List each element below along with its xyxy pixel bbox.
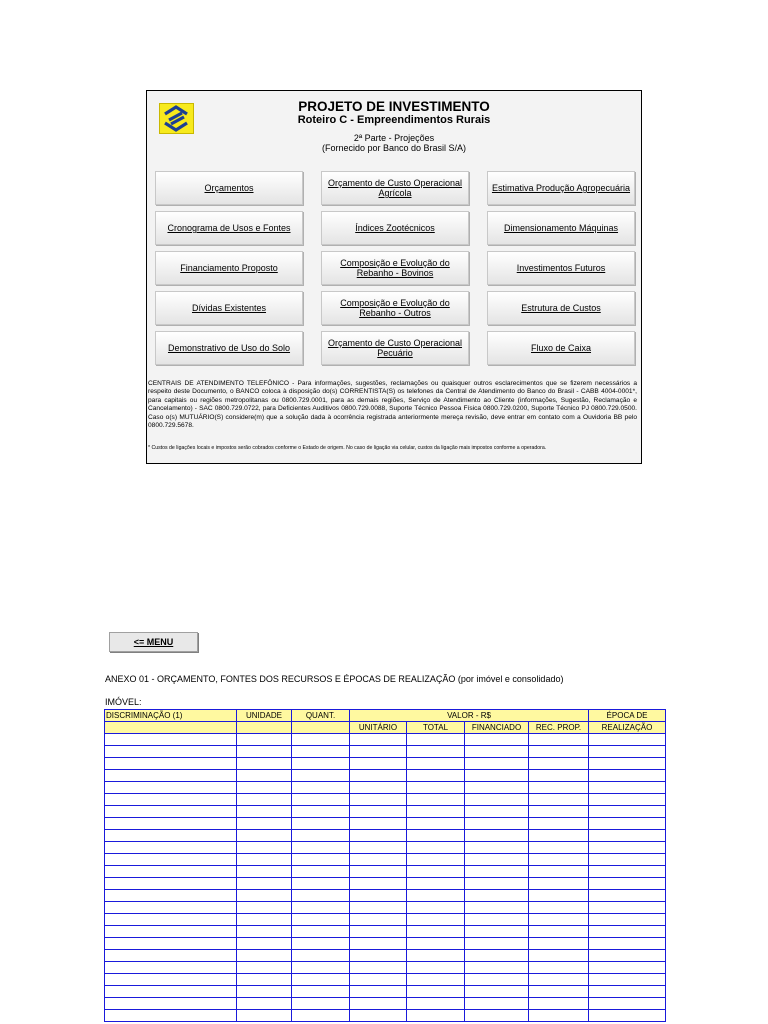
table-cell[interactable] [350,830,407,842]
table-cell[interactable] [407,854,465,866]
table-row [105,782,666,794]
table-cell[interactable] [589,950,666,962]
table-cell[interactable] [589,794,666,806]
table-cell[interactable] [237,866,292,878]
table-cell[interactable] [237,770,292,782]
table-cell[interactable] [589,998,666,1010]
table-cell[interactable] [589,758,666,770]
table-cell[interactable] [105,806,237,818]
orcamentos-button[interactable]: Orçamentos [155,171,303,205]
table-cell[interactable] [350,926,407,938]
table-cell[interactable] [465,770,529,782]
table-cell[interactable] [350,734,407,746]
table-cell[interactable] [237,962,292,974]
provider-label: (Fornecido por Banco do Brasil S/A) [321,143,467,153]
table-cell[interactable] [237,974,292,986]
table-cell[interactable] [589,878,666,890]
investimentos-futuros-button[interactable]: Investimentos Futuros [487,251,635,285]
table-cell[interactable] [237,818,292,830]
subcol-realizacao: REALIZAÇÃO [589,722,666,734]
orcamento-custo-pecuario-button[interactable]: Orçamento de Custo Operacional Pecuário [321,331,469,365]
table-cell[interactable] [407,890,465,902]
table-subheader-row [105,722,666,734]
table-row [105,866,666,878]
table-cell[interactable] [350,890,407,902]
table-cell[interactable] [589,830,666,842]
table-cell[interactable] [237,950,292,962]
table-cell[interactable] [529,950,589,962]
table-row [105,998,666,1010]
table-cell[interactable] [105,998,237,1010]
table-cell[interactable] [529,1010,589,1022]
part-label: 2ª Parte - Projeções [353,133,435,143]
table-cell[interactable] [589,842,666,854]
table-cell[interactable] [529,926,589,938]
imovel-label: IMÓVEL: [105,697,142,707]
table-cell[interactable] [292,806,350,818]
table-row [105,794,666,806]
table-row [105,974,666,986]
table-cell[interactable] [105,878,237,890]
table-cell[interactable] [237,842,292,854]
table-cell[interactable] [237,890,292,902]
estrutura-custos-button[interactable]: Estrutura de Custos [487,291,635,325]
col-epoca: ÉPOCA DE [589,710,666,722]
financiamento-proposto-button[interactable]: Financiamento Proposto [155,251,303,285]
table-cell[interactable] [589,770,666,782]
table-cell[interactable] [292,758,350,770]
table-cell[interactable] [237,998,292,1010]
table-cell[interactable] [292,818,350,830]
subcol-blank [292,722,350,734]
table-cell[interactable] [105,854,237,866]
table-cell[interactable] [350,782,407,794]
table-cell[interactable] [465,974,529,986]
table-cell[interactable] [292,890,350,902]
call-cost-note: * Custos de ligações locais e impostos serão cobrados conforme o Estado de origem. No caso de ligação via celular, custos da ligação mais impostos conforme a operadora. [148,445,547,451]
table-cell[interactable] [589,734,666,746]
table-cell[interactable] [589,938,666,950]
table-cell[interactable] [407,818,465,830]
table-cell[interactable] [350,818,407,830]
table-cell[interactable] [237,926,292,938]
table-cell[interactable] [292,866,350,878]
table-cell[interactable] [237,782,292,794]
table-cell[interactable] [529,878,589,890]
table-cell[interactable] [407,962,465,974]
table-cell[interactable] [292,986,350,998]
table-cell[interactable] [350,998,407,1010]
table-cell[interactable] [292,782,350,794]
table-cell[interactable] [529,734,589,746]
table-cell[interactable] [589,914,666,926]
table-cell[interactable] [237,914,292,926]
table-cell[interactable] [529,974,589,986]
col-valor: VALOR - R$ [350,710,589,722]
table-cell[interactable] [105,758,237,770]
table-cell[interactable] [529,842,589,854]
table-cell[interactable] [589,818,666,830]
table-cell[interactable] [529,818,589,830]
table-cell[interactable] [350,974,407,986]
table-cell[interactable] [465,998,529,1010]
col-unidade: UNIDADE [237,710,292,722]
table-cell[interactable] [589,926,666,938]
table-cell[interactable] [465,938,529,950]
table-cell[interactable] [292,842,350,854]
table-cell[interactable] [105,818,237,830]
estimativa-producao-button[interactable]: Estimativa Produção Agropecuária [487,171,635,205]
table-row [105,926,666,938]
table-cell[interactable] [350,878,407,890]
table-cell[interactable] [237,938,292,950]
table-cell[interactable] [589,1010,666,1022]
table-cell[interactable] [350,794,407,806]
table-cell[interactable] [292,962,350,974]
table-cell[interactable] [237,794,292,806]
table-cell[interactable] [237,806,292,818]
table-row [105,842,666,854]
table-cell[interactable] [407,878,465,890]
table-cell[interactable] [529,866,589,878]
table-header-row [105,710,666,722]
table-cell[interactable] [105,902,237,914]
table-cell[interactable] [529,938,589,950]
dimensionamento-maquinas-button[interactable]: Dimensionamento Máquinas [487,211,635,245]
table-row [105,962,666,974]
table-row [105,902,666,914]
table-cell[interactable] [292,854,350,866]
table-row [105,938,666,950]
table-cell[interactable] [465,962,529,974]
table-cell[interactable] [465,866,529,878]
main-menu-panel [146,90,642,464]
table-cell[interactable] [105,938,237,950]
table-cell[interactable] [292,902,350,914]
table-cell[interactable] [589,962,666,974]
table-row [105,758,666,770]
table-cell[interactable] [529,794,589,806]
indices-zootecnicos-button[interactable]: Índices Zootécnicos [321,211,469,245]
table-cell[interactable] [350,950,407,962]
table-cell[interactable] [237,758,292,770]
table-cell[interactable] [105,842,237,854]
table-row [105,854,666,866]
table-cell[interactable] [465,914,529,926]
table-cell[interactable] [465,818,529,830]
table-cell[interactable] [407,926,465,938]
table-cell[interactable] [589,854,666,866]
table-cell[interactable] [292,770,350,782]
table-cell[interactable] [292,746,350,758]
subcol-rec-prop: REC. PROP. [529,722,589,734]
table-cell[interactable] [465,794,529,806]
table-cell[interactable] [407,770,465,782]
table-cell[interactable] [105,746,237,758]
table-row [105,806,666,818]
subcol-financiado: FINANCIADO [465,722,529,734]
table-cell[interactable] [407,902,465,914]
table-cell[interactable] [529,782,589,794]
table-cell[interactable] [465,734,529,746]
table-cell[interactable] [407,986,465,998]
table-row [105,878,666,890]
table-cell[interactable] [407,734,465,746]
table-cell[interactable] [292,1010,350,1022]
subcol-blank [105,722,237,734]
table-cell[interactable] [292,938,350,950]
table-cell[interactable] [465,758,529,770]
table-cell[interactable] [407,914,465,926]
table-cell[interactable] [407,1010,465,1022]
table-cell[interactable] [589,782,666,794]
uso-solo-button[interactable]: Demonstrativo de Uso do Solo [155,331,303,365]
table-cell[interactable] [465,830,529,842]
subcol-unitario: UNITÁRIO [350,722,407,734]
table-cell[interactable] [465,902,529,914]
table-cell[interactable] [465,806,529,818]
table-cell[interactable] [292,830,350,842]
table-cell[interactable] [237,734,292,746]
table-cell[interactable] [237,746,292,758]
subcol-total: TOTAL [407,722,465,734]
table-cell[interactable] [589,974,666,986]
annex-title: ANEXO 01 - ORÇAMENTO, FONTES DOS RECURSOS E ÉPOCAS DE REALIZAÇÃO (por imóvel e consolidado) [105,674,564,684]
table-cell[interactable] [407,974,465,986]
table-row [105,818,666,830]
table-cell[interactable] [407,938,465,950]
table-cell[interactable] [529,830,589,842]
table-cell[interactable] [292,878,350,890]
table-cell[interactable] [465,878,529,890]
table-cell[interactable] [105,866,237,878]
table-cell[interactable] [292,998,350,1010]
page-title: PROJETO DE INVESTIMENTO [298,99,490,114]
table-cell[interactable] [407,842,465,854]
orcamento-custo-agricola-button[interactable]: Orçamento de Custo Operacional Agrícola [321,171,469,205]
table-cell[interactable] [237,902,292,914]
table-cell[interactable] [105,782,237,794]
table-cell[interactable] [350,962,407,974]
table-row [105,770,666,782]
table-row [105,950,666,962]
panel-header [147,99,641,153]
table-cell[interactable] [237,1010,292,1022]
table-cell[interactable] [292,914,350,926]
table-row [105,986,666,998]
table-cell[interactable] [350,746,407,758]
table-cell[interactable] [105,830,237,842]
table-cell[interactable] [465,986,529,998]
table-cell[interactable] [529,986,589,998]
table-cell[interactable] [465,890,529,902]
table-cell[interactable] [465,1010,529,1022]
table-cell[interactable] [589,890,666,902]
table-cell[interactable] [237,854,292,866]
budget-table [104,709,666,1022]
table-cell[interactable] [407,998,465,1010]
table-cell[interactable] [292,974,350,986]
table-cell[interactable] [105,770,237,782]
table-cell[interactable] [350,806,407,818]
table-cell[interactable] [105,890,237,902]
table-cell[interactable] [589,806,666,818]
table-row [105,734,666,746]
table-cell[interactable] [529,758,589,770]
table-cell[interactable] [350,770,407,782]
table-cell[interactable] [350,758,407,770]
table-row [105,746,666,758]
table-cell[interactable] [529,806,589,818]
table-cell[interactable] [292,950,350,962]
table-cell[interactable] [407,806,465,818]
table-cell[interactable] [292,734,350,746]
table-cell[interactable] [105,962,237,974]
table-cell[interactable] [350,914,407,926]
table-cell[interactable] [529,962,589,974]
table-body [105,734,666,1022]
table-cell[interactable] [105,986,237,998]
page-subtitle: Roteiro C - Empreendimentos Rurais [297,114,491,126]
table-cell[interactable] [105,794,237,806]
table-cell[interactable] [350,938,407,950]
rebanho-bovinos-button[interactable]: Composição e Evolução do Rebanho - Bovinos [321,251,469,285]
table-cell[interactable] [350,1010,407,1022]
table-cell[interactable] [529,854,589,866]
table-cell[interactable] [407,830,465,842]
table-cell[interactable] [237,878,292,890]
table-cell[interactable] [105,914,237,926]
subcol-blank [237,722,292,734]
table-cell[interactable] [105,734,237,746]
table-cell[interactable] [529,914,589,926]
table-cell[interactable] [237,830,292,842]
cronograma-button[interactable]: Cronograma de Usos e Fontes [155,211,303,245]
table-cell[interactable] [407,758,465,770]
col-discriminacao: DISCRIMINAÇÃO (1) [105,710,237,722]
table-cell[interactable] [105,974,237,986]
col-quant: QUANT. [292,710,350,722]
rebanho-outros-button[interactable]: Composição e Evolução do Rebanho - Outros [321,291,469,325]
table-cell[interactable] [465,926,529,938]
table-cell[interactable] [407,746,465,758]
table-row [105,914,666,926]
table-cell[interactable] [292,794,350,806]
call-center-info: CENTRAIS DE ATENDIMENTO TELEFÔNICO - Para informações, sugestões, reclamações ou quaisquer outros esclarecimentos que se fizerem necessários a respeito deste Documento, o BANCO coloca à disposição do(s) CORRENTISTA(S) os telefones da Central de Atendimento do Banco do Brasil - CABB 4004-0001*, para capitais ou regiões metropolitanas ou 0800.729.0001, para as demais regiões, Serviço de Atendimento ao Cliente (informações, Sugestão, Reclamação e Cancelamento) - SAC 0800.729.0722, para Deficientes Auditivos 0800.729.0088, Suporte Técnico Pessoa Física 0800.729.0200, Suporte Técnico PJ 0800.729.0500. Caso o(s) MUTUÁRIO(S) considere(m) que a solução dada à ocorrência registrada anteriormente mereça revisão, deve entrar em contato com a Ouvidoria BB pelo 0800.729.5678. [148,380,637,430]
table-cell[interactable] [237,986,292,998]
table-cell[interactable] [350,902,407,914]
table-cell[interactable] [589,902,666,914]
table-cell[interactable] [350,986,407,998]
table-cell[interactable] [465,854,529,866]
table-cell[interactable] [105,950,237,962]
table-cell[interactable] [407,950,465,962]
table-cell[interactable] [529,998,589,1010]
fluxo-caixa-button[interactable]: Fluxo de Caixa [487,331,635,365]
table-cell[interactable] [105,926,237,938]
table-cell[interactable] [529,890,589,902]
table-cell[interactable] [350,842,407,854]
table-cell[interactable] [589,746,666,758]
dividas-existentes-button[interactable]: Dívidas Existentes [155,291,303,325]
table-cell[interactable] [105,1010,237,1022]
table-cell[interactable] [529,770,589,782]
table-cell[interactable] [292,926,350,938]
table-cell[interactable] [407,782,465,794]
table-row [105,830,666,842]
table-cell[interactable] [465,842,529,854]
table-cell[interactable] [350,866,407,878]
table-row [105,890,666,902]
table-cell[interactable] [465,950,529,962]
menu-button[interactable]: <= MENU [109,632,198,652]
table-cell[interactable] [407,794,465,806]
table-cell[interactable] [529,746,589,758]
table-cell[interactable] [407,866,465,878]
table-cell[interactable] [589,986,666,998]
table-cell[interactable] [465,746,529,758]
table-cell[interactable] [465,782,529,794]
table-cell[interactable] [350,854,407,866]
table-row [105,1010,666,1022]
table-cell[interactable] [529,902,589,914]
table-cell[interactable] [589,866,666,878]
